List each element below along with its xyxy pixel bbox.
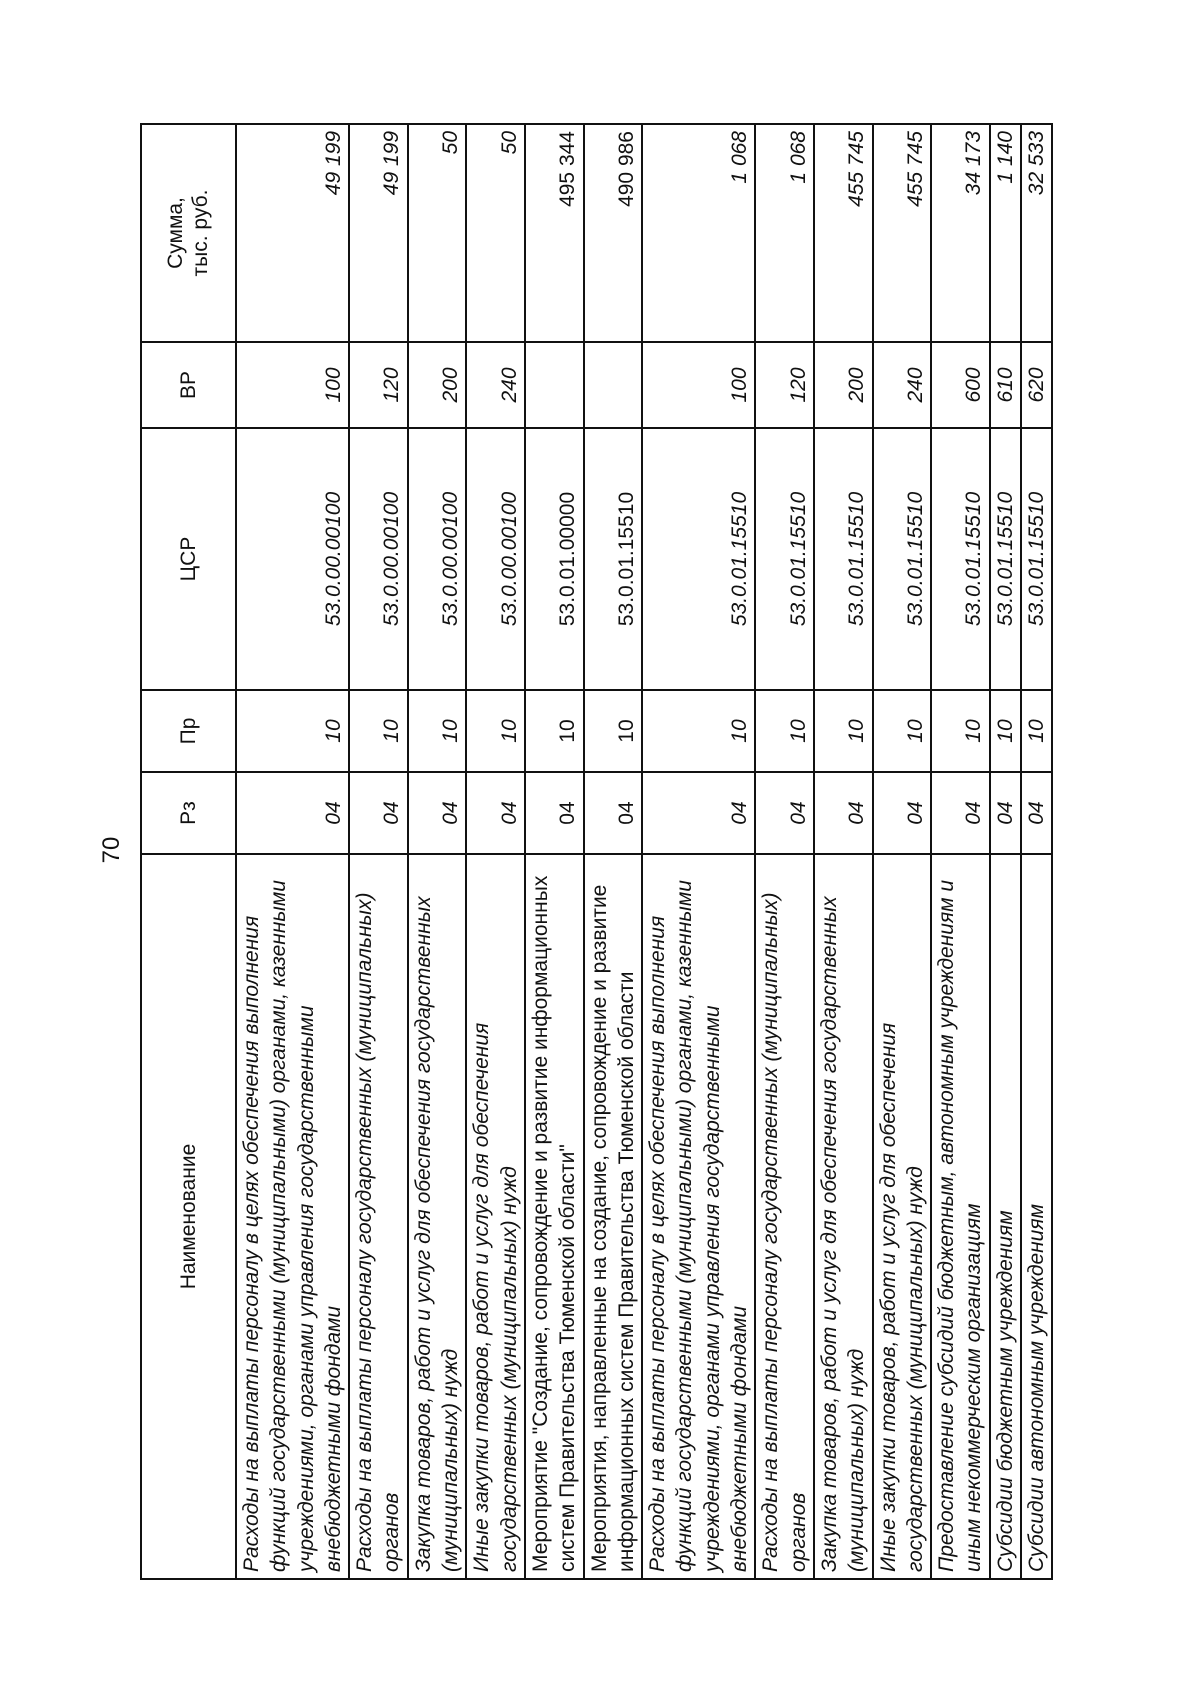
- table-row: [642, 124, 755, 1579]
- cell-vr: 100: [236, 342, 349, 428]
- cell-vr: 610: [990, 342, 1021, 428]
- cell-csr: 53.0.01.15510: [990, 428, 1021, 690]
- budget-table: [140, 123, 1053, 1580]
- cell-pr: 10: [236, 690, 349, 772]
- cell-csr: 53.0.00.00100: [408, 428, 467, 690]
- cell-pr: 10: [873, 690, 932, 772]
- cell-csr: 53.0.01.15510: [814, 428, 873, 690]
- cell-csr: 53.0.01.15510: [642, 428, 755, 690]
- cell-vr: [584, 342, 643, 428]
- cell-vr: 120: [755, 342, 814, 428]
- cell-rz: 04: [236, 772, 349, 854]
- cell-csr: 53.0.01.15510: [584, 428, 643, 690]
- cell-pr: 10: [814, 690, 873, 772]
- header-csr: ЦСР: [141, 428, 236, 690]
- cell-name: Предоставление субсидий бюджетным, автономным учреждениям и иным некоммерческим организациям: [931, 854, 990, 1579]
- cell-name: Субсидии бюджетным учреждениям: [990, 854, 1021, 1579]
- cell-sum: 455 745: [873, 124, 932, 342]
- cell-sum: 1 068: [642, 124, 755, 342]
- cell-pr: 10: [349, 690, 408, 772]
- cell-name: Расходы на выплаты персоналу в целях обеспечения выполнения функций государственными (муниципальными) органами, казенными учреждениями, органами управления государственными внебюджетными фондами: [642, 854, 755, 1579]
- table-row: [525, 124, 584, 1579]
- cell-sum: 32 533: [1021, 124, 1052, 342]
- table-row: [1021, 124, 1052, 1579]
- cell-csr: 53.0.01.00000: [525, 428, 584, 690]
- cell-name: Мероприятие "Создание, сопровождение и развитие информационных систем Правительства Тюменской области": [525, 854, 584, 1579]
- cell-csr: 53.0.00.00100: [466, 428, 525, 690]
- table-row: [408, 124, 467, 1579]
- cell-name: Расходы на выплаты персоналу государственных (муниципальных) органов: [349, 854, 408, 1579]
- cell-name: Мероприятия, направленные на создание, сопровождение и развитие информационных систем Правительства Тюменской области: [584, 854, 643, 1579]
- table-row: [584, 124, 643, 1579]
- table-row: [755, 124, 814, 1579]
- cell-rz: 04: [990, 772, 1021, 854]
- cell-pr: 10: [755, 690, 814, 772]
- cell-pr: 10: [931, 690, 990, 772]
- cell-rz: 04: [814, 772, 873, 854]
- cell-csr: 53.0.01.15510: [873, 428, 932, 690]
- cell-sum: 50: [408, 124, 467, 342]
- cell-sum: 1 068: [755, 124, 814, 342]
- cell-rz: 04: [466, 772, 525, 854]
- table-row: [990, 124, 1021, 1579]
- cell-name: Расходы на выплаты персоналу государственных (муниципальных) органов: [755, 854, 814, 1579]
- header-rz: Рз: [141, 772, 236, 854]
- cell-vr: [525, 342, 584, 428]
- header-pr: Пр: [141, 690, 236, 772]
- table-row: [931, 124, 990, 1579]
- header-sum-line2: тыс. руб.: [188, 189, 212, 277]
- cell-pr: 10: [1021, 690, 1052, 772]
- cell-csr: 53.0.00.00100: [349, 428, 408, 690]
- cell-rz: 04: [408, 772, 467, 854]
- cell-sum: 455 745: [814, 124, 873, 342]
- budget-table-container: [140, 125, 1050, 1580]
- cell-csr: 53.0.01.15510: [1021, 428, 1052, 690]
- cell-vr: 240: [466, 342, 525, 428]
- cell-rz: 04: [755, 772, 814, 854]
- cell-rz: 04: [873, 772, 932, 854]
- cell-vr: 100: [642, 342, 755, 428]
- table-header-row: [141, 124, 236, 1579]
- cell-csr: 53.0.00.00100: [236, 428, 349, 690]
- cell-csr: 53.0.01.15510: [755, 428, 814, 690]
- cell-sum: 34 173: [931, 124, 990, 342]
- cell-rz: 04: [525, 772, 584, 854]
- cell-name: Расходы на выплаты персоналу в целях обеспечения выполнения функций государственными (муниципальными) органами, казенными учреждениями, органами управления государственными внебюджетными фондами: [236, 854, 349, 1579]
- table-row: [814, 124, 873, 1579]
- cell-name: Закупка товаров, работ и услуг для обеспечения государственных (муниципальных) нужд: [814, 854, 873, 1579]
- cell-vr: 200: [814, 342, 873, 428]
- table-row: [466, 124, 525, 1579]
- cell-sum: 490 986: [584, 124, 643, 342]
- cell-rz: 04: [642, 772, 755, 854]
- header-sum: [141, 124, 236, 342]
- cell-name: Субсидии автономным учреждениям: [1021, 854, 1052, 1579]
- header-name: Наименование: [141, 854, 236, 1579]
- cell-sum: 495 344: [525, 124, 584, 342]
- cell-vr: 620: [1021, 342, 1052, 428]
- cell-rz: 04: [1021, 772, 1052, 854]
- cell-vr: 120: [349, 342, 408, 428]
- cell-sum: 49 199: [236, 124, 349, 342]
- cell-sum: 1 140: [990, 124, 1021, 342]
- table-row: [236, 124, 349, 1579]
- page-number: 70: [98, 836, 125, 864]
- table-row: [349, 124, 408, 1579]
- cell-pr: 10: [408, 690, 467, 772]
- table-row: [873, 124, 932, 1579]
- cell-sum: 50: [466, 124, 525, 342]
- cell-rz: 04: [931, 772, 990, 854]
- cell-pr: 10: [584, 690, 643, 772]
- cell-name: Иные закупки товаров, работ и услуг для обеспечения государственных (муниципальных) нужд: [466, 854, 525, 1579]
- cell-pr: 10: [525, 690, 584, 772]
- cell-pr: 10: [466, 690, 525, 772]
- cell-rz: 04: [584, 772, 643, 854]
- cell-name: Закупка товаров, работ и услуг для обеспечения государственных (муниципальных) нужд: [408, 854, 467, 1579]
- cell-vr: 240: [873, 342, 932, 428]
- cell-rz: 04: [349, 772, 408, 854]
- header-vr: ВР: [141, 342, 236, 428]
- header-sum-line1: Сумма,: [164, 197, 188, 269]
- cell-vr: 600: [931, 342, 990, 428]
- cell-vr: 200: [408, 342, 467, 428]
- cell-pr: 10: [642, 690, 755, 772]
- cell-name: Иные закупки товаров, работ и услуг для обеспечения государственных (муниципальных) нужд: [873, 854, 932, 1579]
- cell-sum: 49 199: [349, 124, 408, 342]
- cell-pr: 10: [990, 690, 1021, 772]
- cell-csr: 53.0.01.15510: [931, 428, 990, 690]
